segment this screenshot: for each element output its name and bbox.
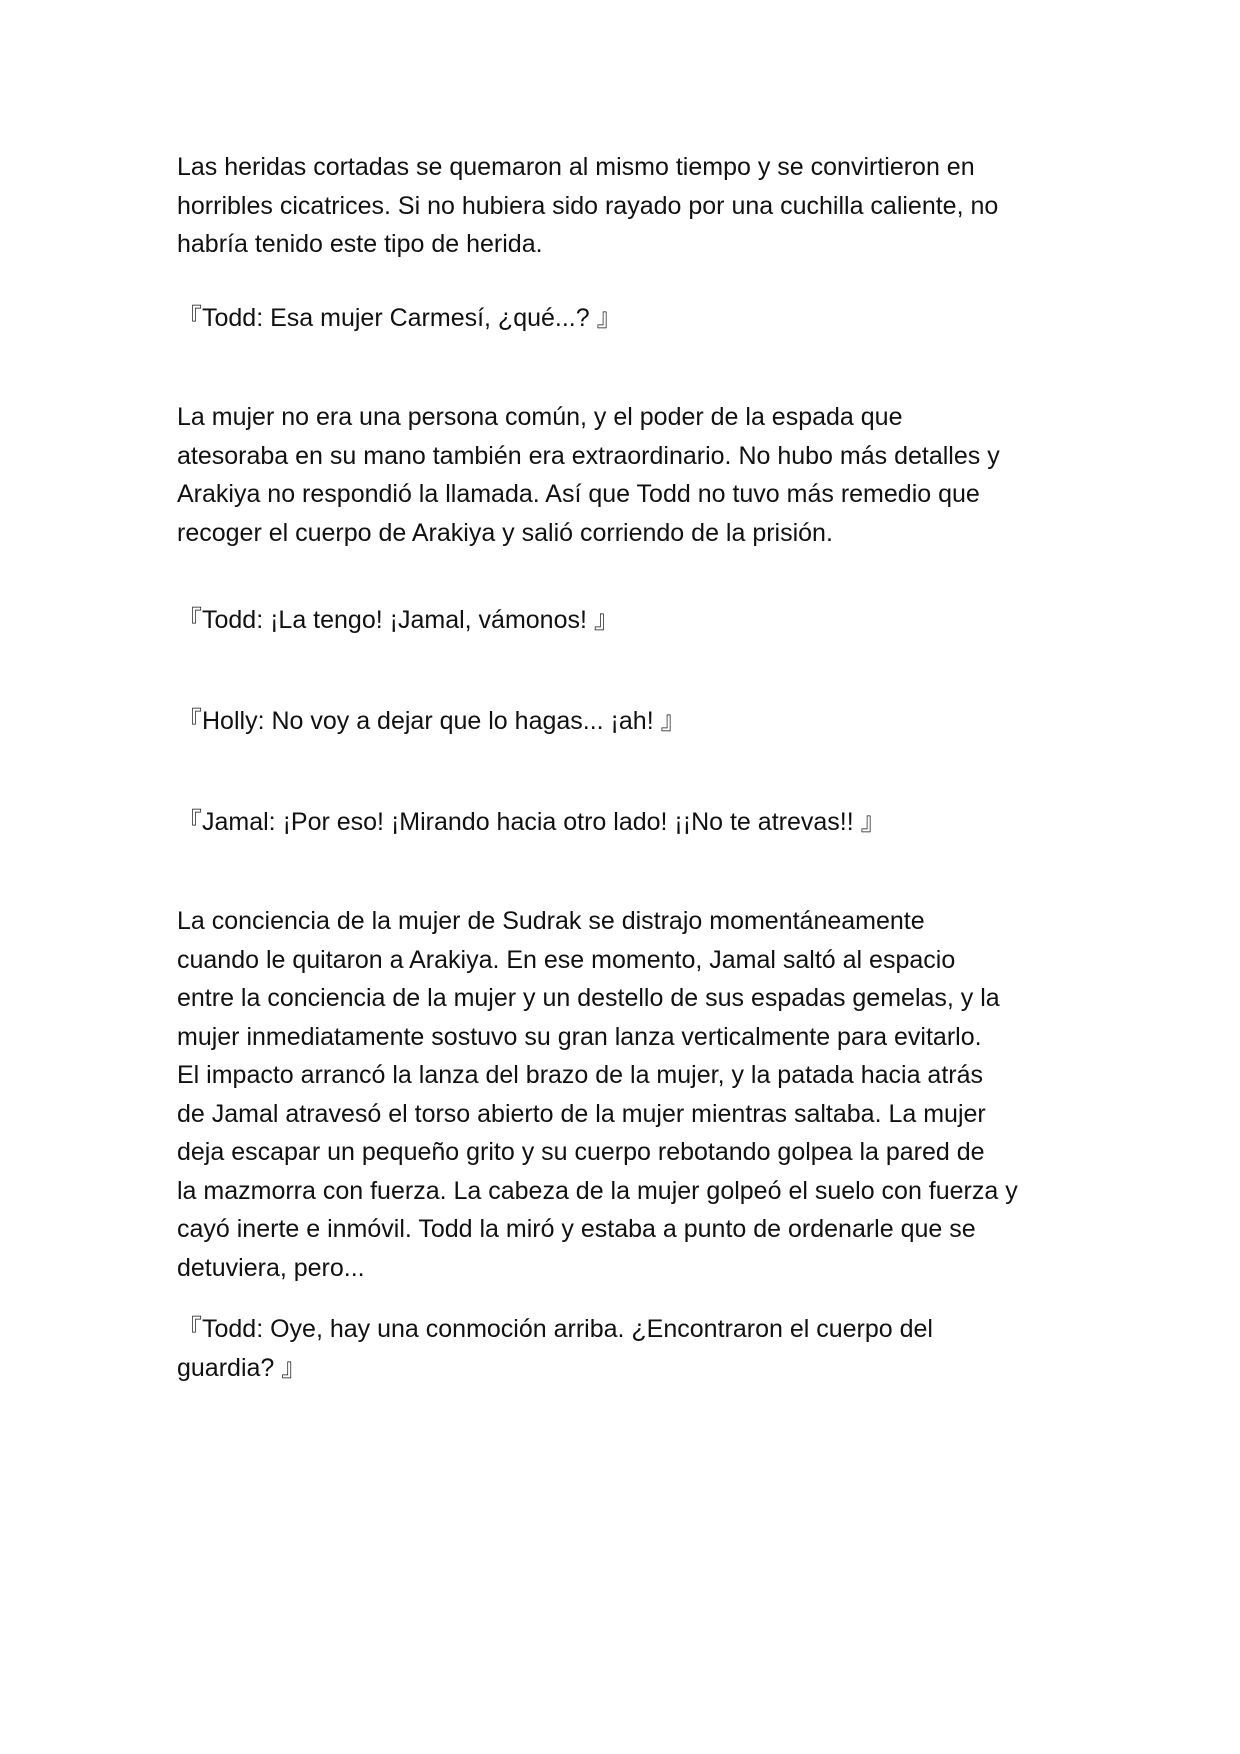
dialogue-todd-2: 『Todd: ¡La tengo! ¡Jamal, vámonos! 』 (177, 606, 619, 634)
paragraph-3: La conciencia de la mujer de Sudrak se distrajo momentáneamente cuando le quitaron a Arakiya. En ese momento, Jamal saltó al espacio entre la conciencia de la mujer y un destello de sus espadas gemelas, y la mujer inmediatamente sostuvo su gran lanza verticalmente para evitarlo. El impacto arrancó la lanza del brazo de la mujer, y la patada hacia atrás de Jamal atravesó el torso abierto de la mujer mientras saltaba. La mujer deja escapar un pequeño grito y su cuerpo rebotando golpea la pared de la mazmorra con fuerza. La cabeza de la mujer golpeó el suelo con fuerza y cayó inerte e inmóvil. Todd la miró y estaba a punto de ordenarle que se detuviera, pero... (177, 907, 1018, 1282)
dialogue-jamal: 『Jamal: ¡Por eso! ¡Mirando hacia otro lado! ¡¡No te atrevas!! 』 (177, 808, 886, 836)
paragraph-2: La mujer no era una persona común, y el poder de la espada que atesoraba en su mano también era extraordinario. No hubo más detalles y Arakiya no respondió la llamada. Así que Todd no tuvo más remedio que recoger el cuerpo de Arakiya y salió corriendo de la prisión. (177, 403, 1000, 547)
dialogue-todd-1: 『Todd: Esa mujer Carmesí, ¿qué...? 』 (177, 304, 622, 332)
dialogue-holly: 『Holly: No voy a dejar que lo hagas... ¡ah! 』 (177, 707, 686, 735)
paragraph-1: Las heridas cortadas se quemaron al mismo tiempo y se convirtieron en horribles cicatrices. Si no hubiera sido rayado por una cuchilla caliente, no habría tenido este tipo de herida. (177, 153, 999, 258)
dialogue-todd-3: 『Todd: Oye, hay una conmoción arriba. ¿Encontraron el cuerpo del guardia? 』 (177, 1315, 933, 1382)
